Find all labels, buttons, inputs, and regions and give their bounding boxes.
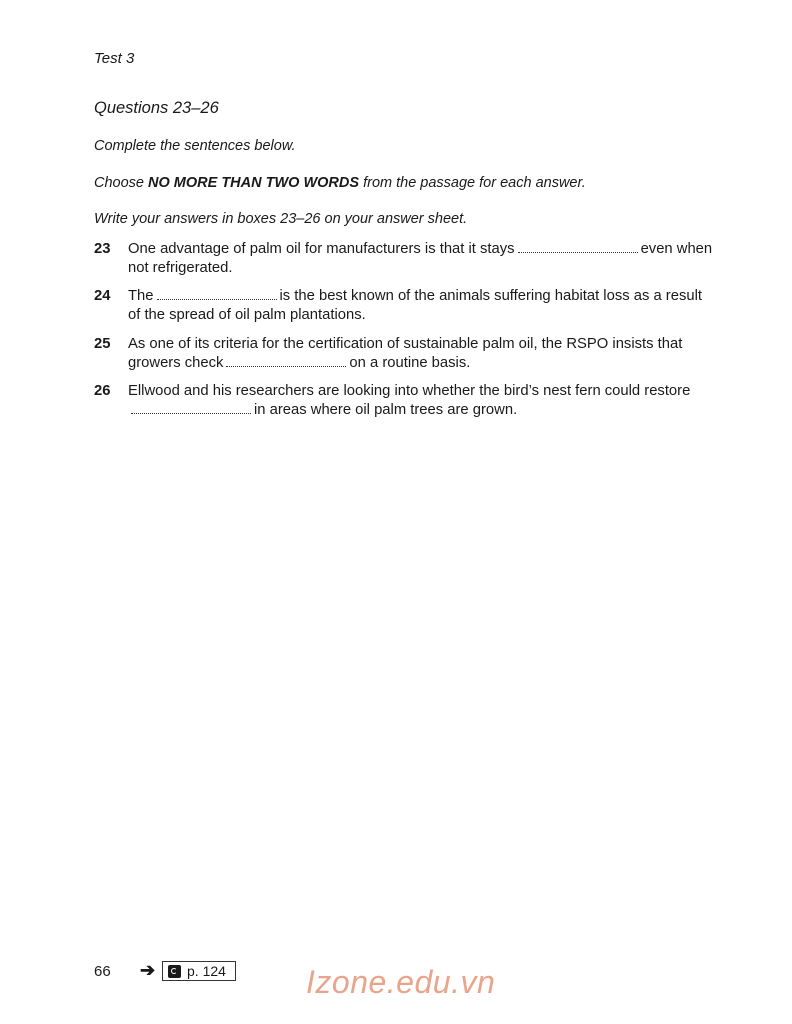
question-text-after: in areas where oil palm trees are grown.: [254, 402, 518, 418]
answer-gap-25[interactable]: [226, 365, 346, 367]
watermark: Izone.edu.vn: [306, 964, 496, 1000]
question-text-after: on a routine basis.: [349, 355, 471, 371]
test-label: Test 3: [94, 50, 135, 67]
instruction-word-limit-bold: NO MORE THAN TWO WORDS: [148, 175, 360, 191]
question-number: 25: [94, 336, 111, 352]
instruction-word-limit-pre: Choose: [94, 175, 149, 191]
arrow-right-icon: ➔: [140, 960, 156, 980]
question-text-after: is the best known of the animals suffering habitat loss as a result of the spread of oil palm plantations.: [128, 288, 702, 323]
section-title: Questions 23–26: [94, 99, 219, 117]
instruction-answer-sheet: Write your answers in boxes 23–26 on your answer sheet.: [94, 211, 468, 227]
instruction-complete: Complete the sentences below.: [94, 138, 296, 154]
question-25: [94, 335, 714, 373]
answer-key-page: p. 124: [187, 963, 226, 979]
question-text-before: Ellwood and his researchers are looking into whether the bird’s nest fern could restore: [128, 383, 691, 399]
page-number: 66: [94, 963, 111, 980]
question-text-after: even when not refrigerated.: [128, 241, 713, 276]
question-number: 23: [94, 241, 111, 257]
answer-gap-23[interactable]: [518, 251, 638, 253]
question-text-before: The: [128, 288, 154, 304]
question-26: [94, 382, 714, 420]
instruction-word-limit-post: from the passage for each answer.: [359, 175, 586, 191]
answer-gap-24[interactable]: [157, 298, 277, 300]
question-23: [94, 240, 714, 278]
question-text-before: As one of its criteria for the certification of sustainable palm oil, the RSPO insists that growers check: [128, 336, 683, 371]
answer-key-reference[interactable]: [162, 961, 236, 981]
answer-key-icon: [168, 965, 181, 978]
instruction-word-limit: [94, 175, 586, 191]
question-text-before: One advantage of palm oil for manufacturers is that it stays: [128, 241, 515, 257]
question-24: [94, 287, 714, 325]
question-number: 26: [94, 383, 111, 399]
answer-gap-26[interactable]: [131, 412, 251, 414]
question-number: 24: [94, 288, 111, 304]
